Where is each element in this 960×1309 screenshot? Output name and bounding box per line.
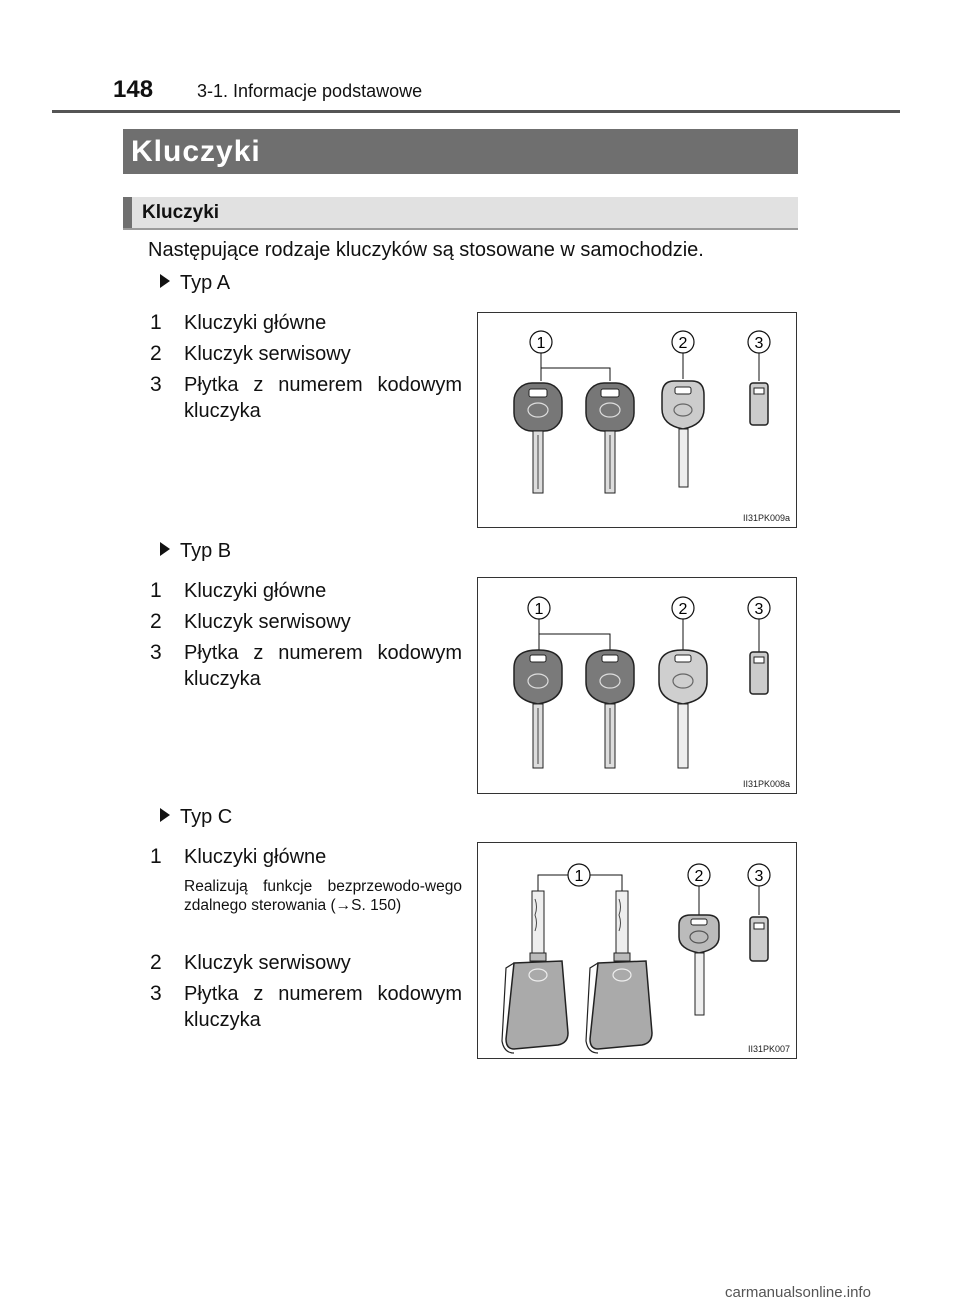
triangle-bullet-icon <box>160 542 170 556</box>
figure-code: II31PK007 <box>747 1044 790 1054</box>
item-text: Kluczyk serwisowy <box>184 611 351 633</box>
figure-type-c <box>477 842 797 1059</box>
figure-type-b <box>477 577 797 794</box>
type-a-label-text: Typ A <box>180 272 231 294</box>
service-key-icon <box>659 650 707 768</box>
list-item <box>150 372 462 424</box>
list-item <box>150 578 462 604</box>
service-key-icon <box>679 915 719 1015</box>
callout-2: 2 <box>678 601 688 618</box>
keys-illustration-c <box>478 843 798 1060</box>
callout-1: 1 <box>534 601 544 618</box>
item-text: Kluczyk serwisowy <box>184 343 351 365</box>
item-number: 3 <box>150 982 162 1005</box>
item-text: Kluczyki główne <box>184 846 327 868</box>
code-plate-icon <box>750 383 768 425</box>
header-rule <box>52 110 900 113</box>
item-number: 1 <box>150 579 162 602</box>
item-note: Realizują funkcje bezprzewodo-wego zdalnego sterowania (→S. 150) <box>184 878 462 914</box>
list-item <box>150 341 462 367</box>
callout-1: 1 <box>574 868 584 885</box>
item-text: Płytka z numerem kodowym kluczyka <box>184 642 462 690</box>
item-number: 2 <box>150 342 162 365</box>
list-item <box>150 609 462 635</box>
item-text: Płytka z numerem kodowym kluczyka <box>184 983 462 1031</box>
callout-2: 2 <box>678 335 688 352</box>
keys-illustration-b <box>478 578 798 795</box>
remote-key-1-icon <box>502 891 568 1053</box>
type-c-label <box>160 806 232 829</box>
list-item <box>150 950 462 976</box>
figure-code: II31PK009a <box>742 513 790 523</box>
item-number: 1 <box>150 311 162 334</box>
main-key-2-icon <box>586 650 634 768</box>
type-b-label <box>160 540 231 563</box>
item-text: Kluczyki główne <box>184 312 327 334</box>
service-key-icon <box>662 381 704 487</box>
figure-type-a <box>477 312 797 528</box>
list-item <box>150 640 462 692</box>
callout-1: 1 <box>536 335 546 352</box>
subtitle-bar <box>123 197 798 230</box>
watermark: carmanualsonline.info <box>725 1284 871 1301</box>
figure-code: II31PK008a <box>742 779 790 789</box>
triangle-bullet-icon <box>160 808 170 822</box>
list-item <box>150 310 462 336</box>
type-a-label <box>160 272 230 295</box>
code-plate-icon <box>750 652 768 694</box>
triangle-bullet-icon <box>160 274 170 288</box>
keys-illustration-a <box>478 313 798 529</box>
section-path: 3-1. Informacje podstawowe <box>197 81 423 101</box>
item-number: 3 <box>150 373 162 396</box>
callout-2: 2 <box>694 868 704 885</box>
item-text: Kluczyk serwisowy <box>184 952 351 974</box>
item-number: 3 <box>150 641 162 664</box>
callout-3: 3 <box>754 335 764 352</box>
item-number: 2 <box>150 610 162 633</box>
type-c-label-text: Typ C <box>180 806 233 828</box>
main-key-1-icon <box>514 383 562 493</box>
type-b-label-text: Typ B <box>180 540 232 562</box>
item-number: 1 <box>150 845 162 868</box>
remote-key-2-icon <box>586 891 652 1053</box>
page-number: 148 <box>113 76 154 103</box>
page-title: Kluczyki <box>131 135 261 168</box>
item-number: 2 <box>150 951 162 974</box>
subtitle-accent <box>123 197 132 228</box>
title-bar <box>123 129 798 174</box>
intro-text: Następujące rodzaje kluczyków są stosowane w samochodzie. <box>148 239 704 261</box>
list-item <box>150 844 462 870</box>
item-text: Płytka z numerem kodowym kluczyka <box>184 374 462 422</box>
item-text: Kluczyki główne <box>184 580 327 602</box>
code-plate-icon <box>750 917 768 961</box>
main-key-2-icon <box>586 383 634 493</box>
list-item <box>150 981 462 1033</box>
callout-3: 3 <box>754 601 764 618</box>
main-key-1-icon <box>514 650 562 768</box>
section-subtitle: Kluczyki <box>142 202 220 223</box>
callout-3: 3 <box>754 868 764 885</box>
